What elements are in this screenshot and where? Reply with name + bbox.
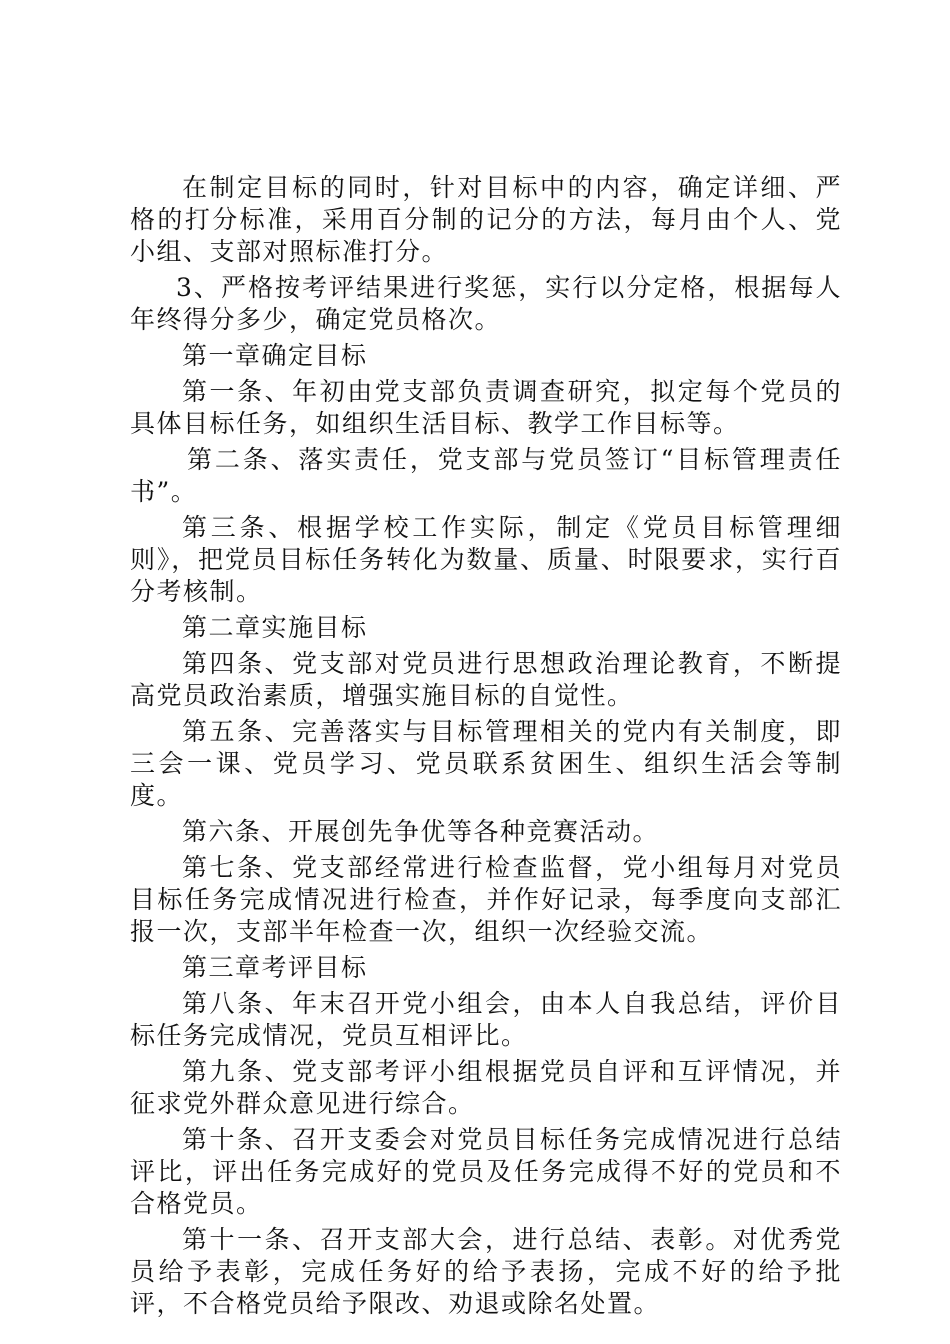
paragraph: 第三条、根据学校工作实际，制定《党员目标管理细则》，把党员目标任务转化为数量、质量、时限要求，实行百分考核制。	[130, 513, 842, 606]
paragraph: 第九条、党支部考评小组根据党员自评和互评情况，并征求党外群众意见进行综合。	[130, 1057, 842, 1118]
paragraph: 第七条、党支部经常进行检查监督，党小组每月对党员目标任务完成情况进行检查，并作好记录，每季度向支部汇报一次，支部半年检查一次，组织一次经验交流。	[130, 853, 842, 946]
paragraph: 3、严格按考评结果进行奖惩，实行以分定格，根据每人年终得分多少，确定党员格次。	[130, 273, 842, 334]
paragraph: 第二条、落实责任，党支部与党员签订“目标管理责任书”。	[130, 445, 842, 506]
paragraph: 第一条、年初由党支部负责调查研究，拟定每个党员的具体目标任务，如组织生活目标、教学工作目标等。	[130, 377, 842, 438]
paragraph: 第六条、开展创先争优等各种竞赛活动。	[182, 817, 660, 846]
paragraph: 第四条、党支部对党员进行思想政治理论教育，不断提高党员政治素质，增强实施目标的自觉性。	[130, 649, 842, 710]
paragraph: 在制定目标的同时，针对目标中的内容，确定详细、严格的打分标准，采用百分制的记分的方法，每月由个人、党小组、支部对照标准打分。	[130, 173, 842, 266]
chapter-heading: 第三章考评目标	[182, 953, 368, 982]
chapter-heading: 第二章实施目标	[182, 613, 368, 642]
paragraph: 第八条、年末召开党小组会，由本人自我总结，评价目标任务完成情况，党员互相评比。	[130, 989, 842, 1050]
chapter-heading: 第一章确定目标	[182, 341, 368, 370]
paragraph: 第十条、召开支委会对党员目标任务完成情况进行总结评比，评出任务完成好的党员及任务完成得不好的党员和不合格党员。	[130, 1125, 842, 1218]
document-body	[130, 172, 842, 1324]
paragraph: 第十一条、召开支部大会，进行总结、表彰。对优秀党员给予表彰，完成任务好的给予表扬，完成不好的给予批评，不合格党员给予限改、劝退或除名处置。	[130, 1225, 842, 1318]
paragraph: 第五条、完善落实与目标管理相关的党内有关制度，即三会一课、党员学习、党员联系贫困生、组织生活会等制度。	[130, 717, 842, 810]
